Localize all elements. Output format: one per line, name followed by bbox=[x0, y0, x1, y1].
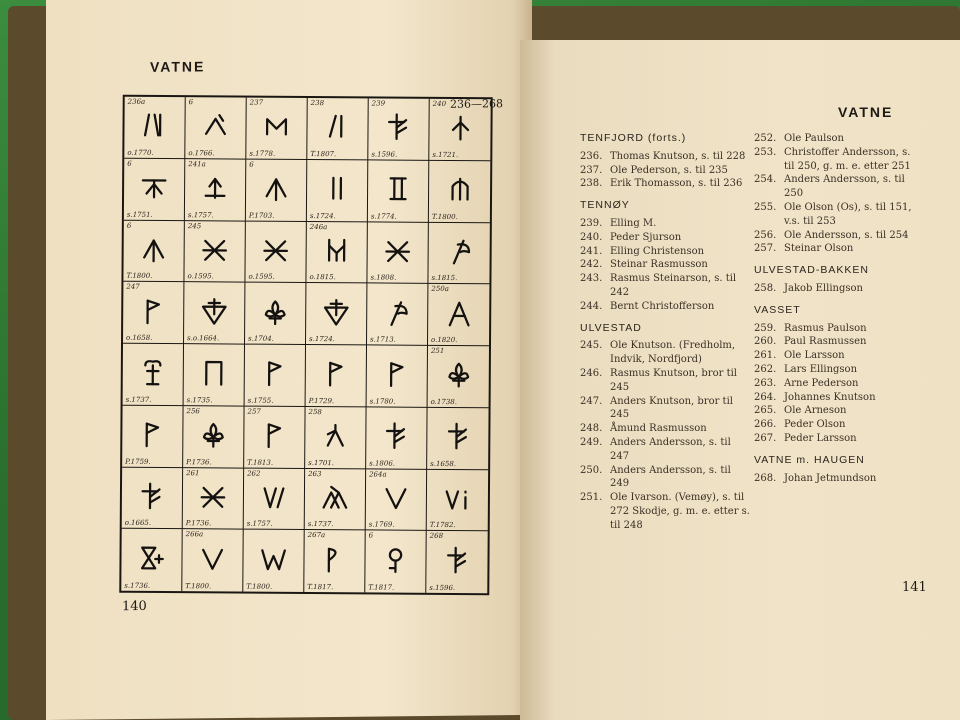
rune-cross-flag-mark bbox=[443, 422, 473, 452]
entry-row bbox=[754, 377, 920, 391]
entry-name: Ole Olson (Os), s. til 151, v.s. til 253 bbox=[784, 201, 912, 227]
entry-name: Anders Andersson, s. til 250 bbox=[784, 174, 905, 200]
entry-name: Rasmus Paulson bbox=[784, 322, 867, 334]
mark-cell bbox=[429, 99, 490, 161]
entry-number: 250. bbox=[580, 464, 603, 476]
mark-cell bbox=[306, 222, 367, 284]
mark-date: s.1736. bbox=[124, 581, 151, 590]
axe-icon bbox=[444, 237, 474, 267]
mark-date: o.1820. bbox=[431, 335, 458, 345]
entry-row bbox=[754, 132, 920, 146]
entries-column-right bbox=[754, 132, 920, 485]
rune-tree-mark bbox=[445, 113, 475, 143]
mark-date: s.1757. bbox=[246, 519, 273, 529]
mark-date: s.1713. bbox=[370, 335, 396, 344]
rune-flag-mark bbox=[137, 420, 167, 450]
triangle-cross-icon bbox=[199, 297, 229, 327]
entry-name: Arne Pederson bbox=[784, 377, 859, 389]
mark-cell bbox=[245, 221, 306, 283]
entry-name: Ole Andersson, s. til 254 bbox=[784, 229, 909, 241]
entry-name: Ole Arneson bbox=[784, 405, 847, 417]
mark-cell bbox=[366, 469, 427, 531]
fleur-de-lis-icon bbox=[260, 297, 290, 327]
mark-cell bbox=[365, 531, 426, 593]
rune-slash-bar-mark bbox=[322, 112, 352, 142]
rune-cross-flag-mark bbox=[137, 482, 167, 512]
rune-cross-flag-mark bbox=[383, 113, 413, 143]
mark-date: s.1596. bbox=[371, 150, 398, 159]
mark-number: 241a bbox=[188, 159, 206, 169]
entry-name: Johan Jetmundson bbox=[784, 472, 877, 484]
mark-cell bbox=[124, 97, 185, 159]
mark-cell bbox=[122, 467, 183, 529]
mark-date: s.1737. bbox=[125, 395, 152, 404]
entry-name: Anders Knutson, bror til 245 bbox=[610, 395, 733, 421]
rune-flag-mark bbox=[138, 296, 168, 326]
mark-date: s.1769. bbox=[368, 520, 395, 529]
rune-hourglass-cross-mark bbox=[136, 544, 166, 574]
rune-v-mark bbox=[381, 483, 411, 513]
entry-row bbox=[580, 217, 752, 231]
entry-row bbox=[754, 432, 920, 446]
entry-number: 240. bbox=[580, 231, 603, 243]
mark-cell bbox=[184, 344, 245, 406]
section-heading: ULVESTAD bbox=[580, 321, 642, 334]
mark-number: 6 bbox=[249, 160, 254, 169]
mark-date: T.1800. bbox=[246, 582, 273, 591]
mark-date: P.1729. bbox=[308, 396, 335, 405]
mark-date: s.1778. bbox=[249, 149, 276, 158]
mark-date: T.1813. bbox=[247, 458, 274, 467]
entry-number: 246. bbox=[580, 367, 603, 379]
rune-arch-mark bbox=[444, 175, 474, 205]
entry-row bbox=[580, 339, 752, 367]
left-folio: 140 bbox=[122, 598, 147, 615]
mark-cell bbox=[305, 407, 366, 469]
entry-number: 248. bbox=[580, 423, 603, 435]
rune-v-mark bbox=[197, 544, 227, 574]
entry-name: Peder Sjurson bbox=[610, 231, 682, 243]
entry-row bbox=[754, 404, 920, 418]
section-heading: TENNØY bbox=[580, 199, 630, 212]
mark-cell bbox=[245, 345, 306, 407]
entries-column-left bbox=[580, 124, 752, 533]
left-running-head: VATNE bbox=[150, 58, 206, 75]
rune-cross-flag-mark bbox=[442, 546, 472, 576]
fleur-de-lis-icon bbox=[198, 420, 228, 450]
entry-row bbox=[754, 472, 920, 486]
entry-row bbox=[580, 272, 752, 300]
entry-row bbox=[580, 150, 752, 164]
mark-date: T.1817. bbox=[307, 583, 334, 592]
entry-number: 267. bbox=[754, 432, 777, 444]
rune-m-mark bbox=[261, 112, 291, 142]
fleur-de-lis-icon bbox=[443, 360, 473, 390]
mark-date: s.1704. bbox=[248, 334, 274, 343]
entry-number: 239. bbox=[580, 217, 603, 229]
mark-date: s.1808. bbox=[370, 273, 397, 282]
entry-row bbox=[754, 201, 920, 229]
rune-double-bar-mark bbox=[322, 174, 352, 204]
entry-number: 241. bbox=[580, 245, 603, 257]
mark-number: 263 bbox=[308, 469, 322, 478]
mark-cell bbox=[367, 222, 428, 284]
rune-anchor-mark bbox=[138, 358, 168, 388]
entry-name: Paul Rasmussen bbox=[784, 336, 867, 348]
rune-cross-flag-mark bbox=[381, 422, 411, 452]
mark-cell bbox=[184, 282, 245, 344]
mark-cell bbox=[121, 529, 182, 591]
mark-date: s.1755. bbox=[247, 396, 274, 405]
mark-number: 257 bbox=[247, 407, 261, 416]
entry-name: Elling Christenson bbox=[610, 245, 705, 257]
entry-row bbox=[580, 245, 752, 259]
entry-number: 243. bbox=[580, 273, 603, 285]
mark-cell bbox=[124, 158, 185, 220]
entry-number: 244. bbox=[580, 300, 603, 312]
mark-number: 264a bbox=[369, 469, 387, 479]
rune-flag-mark bbox=[382, 360, 412, 390]
entry-row bbox=[580, 164, 752, 178]
mark-date: s.1806. bbox=[369, 458, 396, 468]
mark-date: P.1703. bbox=[248, 211, 275, 220]
mark-cell bbox=[367, 284, 428, 346]
mark-cell bbox=[246, 159, 307, 221]
entry-name: Steinar Olson bbox=[784, 243, 854, 255]
entry-row bbox=[754, 282, 920, 296]
mark-date: o.1595. bbox=[248, 272, 275, 282]
rune-key-mark bbox=[380, 546, 410, 576]
entry-name: Rasmus Steinarson, s. til 242 bbox=[610, 273, 737, 298]
entry-name: Ole Pederson, s. til 235 bbox=[610, 164, 728, 176]
mark-cell bbox=[305, 468, 366, 530]
mark-date: s.1774. bbox=[370, 211, 397, 221]
entry-number: 245. bbox=[580, 340, 603, 352]
axe-icon bbox=[382, 298, 412, 328]
section-heading: ULVESTAD-BAKKEN bbox=[754, 264, 869, 277]
rune-flag-mark bbox=[259, 421, 289, 451]
entry-name: Ole Ivarson. (Vemøy), s. til 272 Skodje, g. m. e. etter s. til 248 bbox=[610, 492, 750, 531]
mark-range: 236—268 bbox=[450, 97, 503, 111]
entry-number: 251. bbox=[580, 492, 603, 504]
rune-double-bar-serif-mark bbox=[383, 175, 413, 205]
entry-number: 257. bbox=[754, 243, 777, 255]
right-page bbox=[520, 40, 960, 720]
entry-name: Erik Thomasson, s. til 236 bbox=[610, 178, 743, 190]
entry-name: Peder Larsson bbox=[784, 432, 857, 444]
mark-cell bbox=[427, 469, 488, 531]
entry-row bbox=[580, 300, 752, 314]
mark-cell bbox=[185, 97, 246, 159]
entry-name: Åmund Rasmusson bbox=[610, 423, 707, 435]
mark-cell bbox=[368, 160, 429, 222]
entry-row bbox=[754, 322, 920, 336]
mark-date: s.1757. bbox=[187, 210, 214, 219]
entry-number: 262. bbox=[754, 363, 777, 375]
rune-double-peak-mark bbox=[320, 483, 350, 513]
mark-cell bbox=[123, 220, 184, 282]
mark-date: T.1800. bbox=[431, 212, 458, 221]
mark-cell bbox=[367, 345, 428, 407]
mark-date: o.1770. bbox=[127, 148, 154, 157]
entry-row bbox=[754, 229, 920, 243]
entry-name: Anders Andersson, s. til 247 bbox=[610, 436, 731, 462]
mark-cell bbox=[183, 468, 244, 530]
mark-number: 237 bbox=[249, 98, 264, 107]
mark-cell bbox=[184, 221, 245, 283]
entry-name: Thomas Knutson, s. til 228 bbox=[610, 150, 746, 162]
mark-cell bbox=[428, 284, 489, 346]
entry-number: 253. bbox=[754, 146, 777, 158]
entry-row bbox=[580, 367, 752, 395]
entry-row bbox=[580, 491, 752, 532]
entry-row bbox=[580, 422, 752, 436]
entry-name: Bernt Christofferson bbox=[610, 300, 715, 312]
mark-date: s.1751. bbox=[126, 210, 153, 219]
mark-date: s.1724. bbox=[309, 211, 336, 220]
mark-number: 6 bbox=[188, 98, 194, 107]
mark-cell bbox=[243, 530, 304, 592]
section-heading: VASSET bbox=[754, 303, 801, 316]
entry-row bbox=[754, 418, 920, 432]
mark-date: o.1595. bbox=[187, 272, 214, 281]
mark-cell bbox=[306, 345, 367, 407]
mark-date: o.1766. bbox=[188, 148, 215, 158]
mark-date: P.1759. bbox=[125, 457, 151, 466]
mark-date: o.1815. bbox=[309, 273, 336, 282]
rune-a-mark bbox=[444, 299, 474, 329]
entry-row bbox=[754, 391, 920, 405]
mark-cell bbox=[246, 98, 307, 160]
entry-number: 261. bbox=[754, 350, 777, 362]
mark-cell bbox=[307, 98, 368, 160]
mark-number: 262 bbox=[247, 469, 261, 478]
mark-cell bbox=[428, 222, 489, 284]
mark-date: s.1815. bbox=[431, 274, 458, 283]
entry-row bbox=[754, 335, 920, 349]
mark-cell bbox=[366, 407, 427, 469]
rune-h-mark bbox=[322, 236, 352, 266]
entry-number: 255. bbox=[754, 201, 777, 213]
entry-row bbox=[754, 242, 920, 256]
mark-cell bbox=[123, 282, 184, 344]
mark-date: T.1800. bbox=[126, 271, 153, 281]
entry-number: 252. bbox=[754, 133, 777, 144]
mark-number: 251 bbox=[430, 346, 445, 355]
rune-x-bar-mark bbox=[198, 482, 228, 512]
rune-x-bar-mark bbox=[200, 235, 230, 265]
entry-row bbox=[580, 436, 752, 464]
entry-number: 259. bbox=[754, 322, 777, 334]
mark-cell bbox=[426, 531, 487, 593]
entry-row bbox=[754, 146, 920, 174]
entry-row bbox=[580, 395, 752, 423]
entry-name: Lars Ellingson bbox=[784, 363, 858, 375]
right-running-head: VATNE bbox=[838, 104, 894, 120]
mark-number: 6 bbox=[127, 159, 132, 168]
mark-date: o.1738. bbox=[430, 397, 457, 406]
rune-v-slash-mark bbox=[259, 483, 289, 513]
section-heading: TENFJORD (forts.) bbox=[580, 132, 687, 144]
rune-vi-mark bbox=[442, 484, 472, 514]
mark-number: 240 bbox=[432, 99, 447, 108]
mark-cell bbox=[304, 530, 365, 592]
rune-chevron-mark bbox=[261, 174, 291, 204]
rune-x-bar-mark bbox=[383, 236, 413, 266]
entry-number: 264. bbox=[754, 391, 777, 403]
entry-number: 260. bbox=[754, 336, 777, 348]
entry-name: Anders Andersson, s. til 249 bbox=[610, 464, 731, 490]
rune-t-bar-mark bbox=[139, 173, 169, 203]
house-marks-table bbox=[119, 95, 492, 596]
mark-cell bbox=[122, 405, 183, 467]
mark-cell bbox=[185, 159, 246, 221]
mark-cell bbox=[182, 529, 243, 591]
mark-date: T.1800. bbox=[185, 582, 212, 591]
mark-date: s.1701. bbox=[308, 458, 335, 467]
mark-number: 236a bbox=[127, 97, 146, 106]
entry-number: 247. bbox=[580, 395, 603, 407]
mark-number: 246a bbox=[309, 222, 328, 231]
mark-date: s.1658. bbox=[430, 459, 457, 468]
mark-number: 256 bbox=[186, 406, 200, 416]
mark-number: 239 bbox=[371, 99, 386, 108]
mark-cell bbox=[183, 406, 244, 468]
rune-x-bar-mark bbox=[261, 236, 291, 266]
rune-lambda-bar-mark bbox=[320, 421, 350, 451]
mark-date: s.1724. bbox=[309, 335, 335, 344]
entry-number: 254. bbox=[754, 174, 777, 186]
entry-name: Rasmus Knutson, bror til 245 bbox=[610, 367, 737, 393]
mark-date: o.1665. bbox=[124, 518, 152, 528]
entry-name: Ole Paulson bbox=[784, 133, 844, 144]
entry-number: 256. bbox=[754, 229, 777, 241]
entry-number: 265. bbox=[754, 405, 777, 417]
entry-name: Jakob Ellingson bbox=[784, 282, 863, 294]
entry-number: 236. bbox=[580, 150, 603, 162]
mark-cell bbox=[427, 408, 488, 470]
entry-name: Peder Olson bbox=[784, 419, 846, 431]
entry-name: Christoffer Andersson, s. til 250, g. m. e. etter 251 bbox=[784, 146, 911, 172]
mark-number: 238 bbox=[310, 99, 325, 108]
mark-date: s.1737. bbox=[307, 520, 334, 529]
entry-number: 242. bbox=[580, 259, 603, 271]
entry-number: 249. bbox=[580, 436, 603, 448]
mark-number: 250a bbox=[431, 285, 449, 294]
mark-cell bbox=[245, 283, 306, 345]
mark-cell bbox=[244, 406, 305, 468]
rune-n-mark bbox=[199, 359, 229, 389]
mark-number: 245 bbox=[187, 221, 202, 230]
entry-number: 238. bbox=[580, 178, 603, 190]
rune-chevron-mark bbox=[139, 235, 169, 265]
section-heading: VATNE m. HAUGEN bbox=[754, 453, 865, 466]
entry-number: 263. bbox=[754, 377, 777, 389]
mark-cell bbox=[428, 346, 489, 408]
entry-name: Steinar Rasmusson bbox=[610, 259, 708, 271]
mark-cell bbox=[123, 344, 184, 406]
mark-date: s.1780. bbox=[369, 397, 396, 406]
entry-row bbox=[754, 173, 920, 201]
mark-cell bbox=[306, 283, 367, 345]
entry-row bbox=[580, 464, 752, 492]
entry-number: 268. bbox=[754, 472, 777, 484]
mark-date: s.1721. bbox=[432, 150, 459, 159]
mark-date: T.1782. bbox=[429, 521, 456, 530]
mark-number: 266a bbox=[185, 530, 204, 539]
mark-date: s.1735. bbox=[186, 395, 213, 405]
mark-date: P.1736. bbox=[185, 519, 212, 528]
mark-cell bbox=[429, 161, 490, 223]
rune-flag-mark bbox=[321, 359, 351, 389]
entry-row bbox=[580, 258, 752, 272]
mark-date: P.1736. bbox=[186, 457, 212, 466]
mark-date: o.1658. bbox=[126, 333, 153, 342]
mark-number: 6 bbox=[368, 531, 374, 540]
triangle-cross-icon bbox=[321, 298, 351, 328]
mark-date: T.1807. bbox=[310, 149, 337, 158]
entry-number: 258. bbox=[754, 282, 777, 294]
mark-number: 267a bbox=[307, 531, 326, 540]
right-folio: 141 bbox=[902, 580, 927, 595]
rune-double-slash-mark bbox=[139, 111, 169, 141]
rune-lambda-cross-mark bbox=[200, 112, 230, 142]
entry-row bbox=[754, 349, 920, 363]
entry-name: Ole Larsson bbox=[784, 350, 845, 362]
entry-number: 266. bbox=[754, 419, 777, 431]
mark-cell bbox=[368, 98, 429, 160]
mark-date: s.1596. bbox=[429, 583, 456, 593]
entry-name: Elling M. bbox=[610, 217, 657, 229]
mark-number: 268 bbox=[429, 532, 444, 541]
mark-date: T.1817. bbox=[368, 583, 395, 592]
entry-row bbox=[580, 177, 752, 191]
rune-p-mark bbox=[319, 545, 349, 575]
mark-number: 6 bbox=[126, 221, 132, 230]
entry-row bbox=[580, 231, 752, 245]
entry-name: Ole Knutson. (Fredholm, Indvik, Nordfjord) bbox=[610, 340, 736, 366]
mark-number: 247 bbox=[126, 282, 140, 292]
mark-number: 261 bbox=[186, 468, 200, 477]
entry-number: 237. bbox=[580, 164, 603, 176]
entry-name: Johannes Knutson bbox=[784, 391, 876, 403]
entry-row bbox=[754, 363, 920, 377]
mark-cell bbox=[307, 160, 368, 222]
rune-flag-mark bbox=[260, 359, 290, 389]
rune-w-mark bbox=[258, 545, 288, 575]
mark-date: s.o.1664. bbox=[187, 334, 220, 343]
rune-arrow-mark bbox=[200, 173, 230, 203]
mark-number: 258 bbox=[308, 407, 322, 416]
mark-cell bbox=[244, 468, 305, 530]
